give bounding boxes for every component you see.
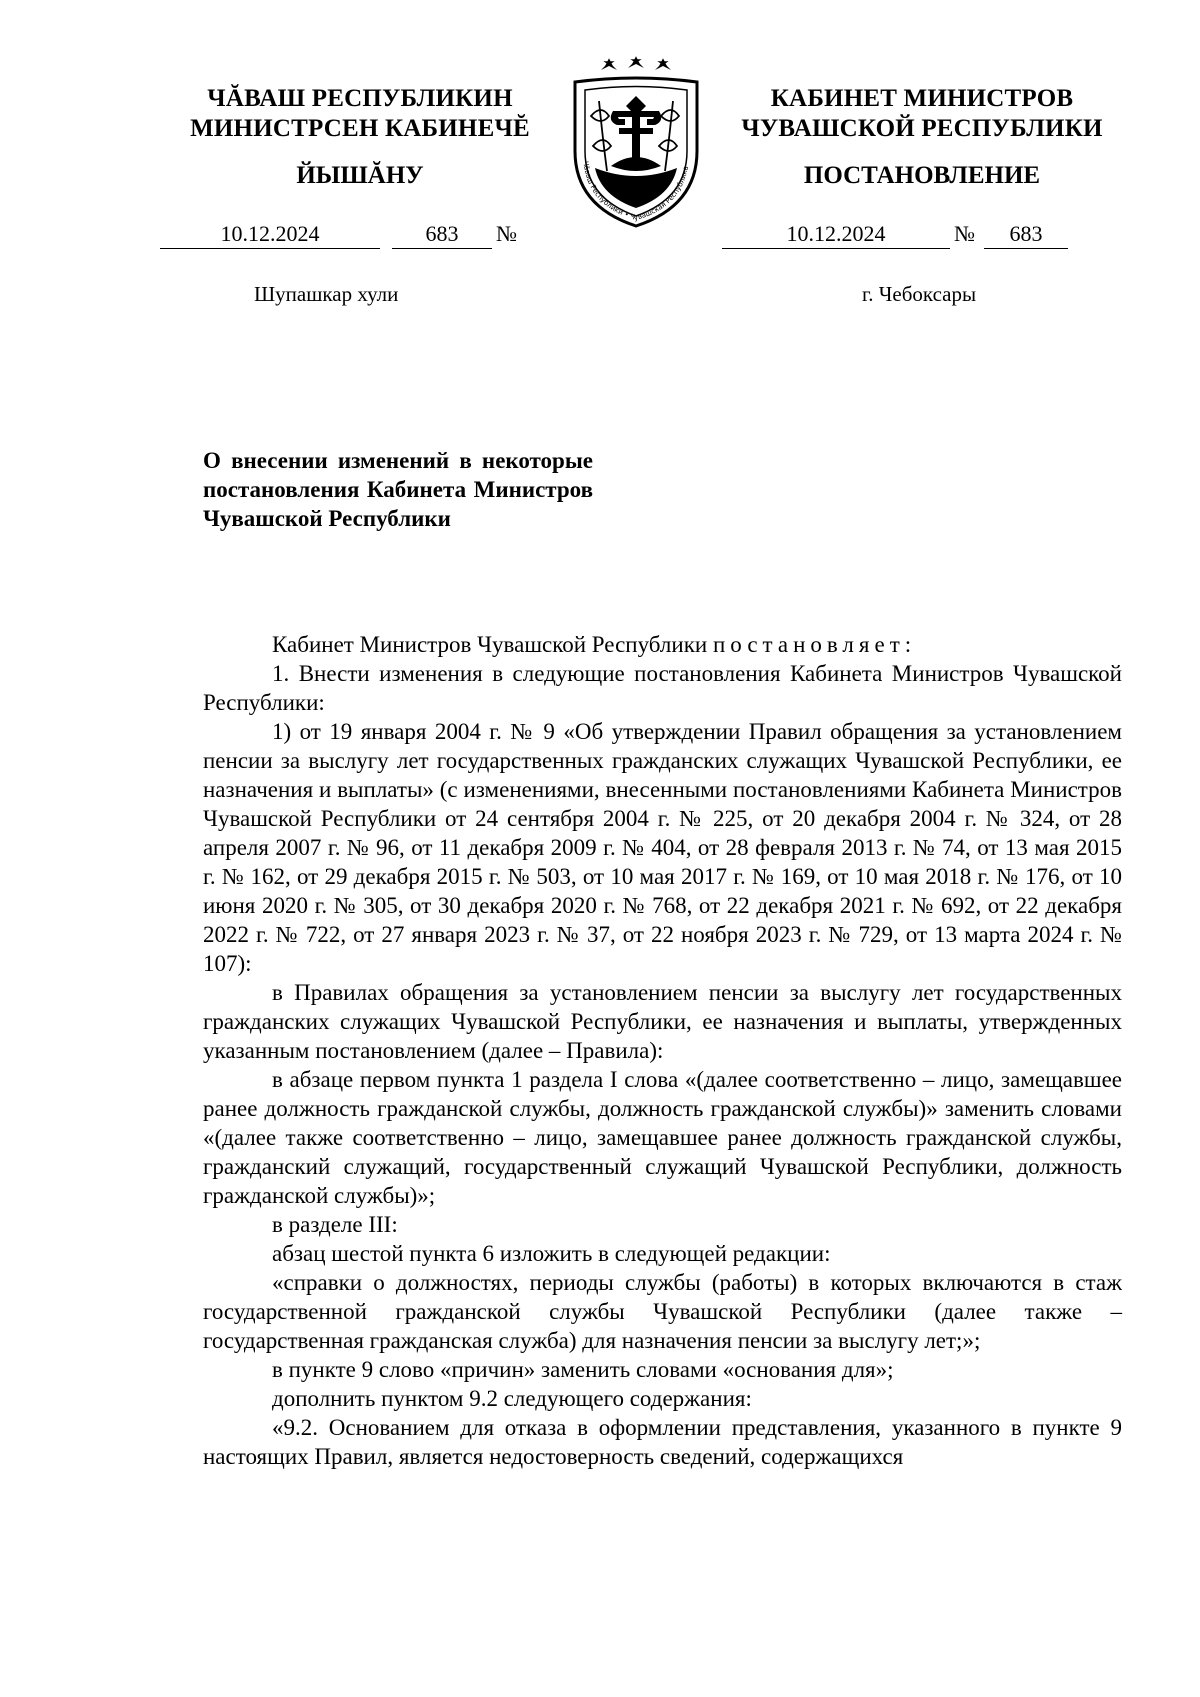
registration-left-date: 10.12.2024 [160,220,380,249]
emblem-ring-text: Чăваш Республики • Чувашская Республика [581,160,690,223]
body-paragraph: 1) от 19 января 2004 г. № 9 «Об утверждении Правил обращения за установлением пенсии за выслугу лет государственных гражданских служащих Чувашской Республики, ее назначения и выплаты» (с изменениями, внесенными постановлениями Кабинета Министров Чувашской Республики от 24 сентября 2004 г. № 225, от 20 декабря 2004 г. № 324, от 28 апреля 2007 г. № 96, от 11 декабря 2009 г. № 404, от 28 февраля 2013 г. № 74, от 13 мая 2015 г. № 162, от 29 декабря 2015 г. № 503, от 10 мая 2017 г. № 169, от 10 мая 2018 г. № 176, от 10 июня 2020 г. № 305, от 30 декабря 2020 г. № 768, от 22 декабря 2021 г. № 692, от 22 декабря 2022 г. № 722, от 27 января 2023 г. № 37, от 22 ноября 2023 г. № 729, от 13 марта 2024 г. № 107): [203,719,1122,976]
header-right-line2: ЧУВАШСКОЙ РЕСПУБЛИКИ [741,115,1103,142]
registration-left [160,220,560,250]
header-right-line1: КАБИНЕТ МИНИСТРОВ [770,85,1074,112]
body-paragraph: в пункте 9 слово «причин» заменить словами «основания для»; [272,1357,894,1382]
place-left: Шупашкар хули [254,282,399,306]
place-right: г. Чебоксары [862,282,977,306]
body-paragraph: «9.2. Основанием для отказа в оформлении представления, указанного в пункте 9 настоящих Правил, является недостоверность сведений, содержащихся [203,1415,1122,1469]
intro-resolves: постановляет: [712,632,917,657]
registration-left-number-sign: № [496,221,517,246]
registration-right-date: 10.12.2024 [722,220,950,249]
document-title: О внесении изменений в некоторые постановления Кабинета Министров Чувашской Республики [203,448,593,531]
registration-right-number: 683 [984,220,1068,249]
body-paragraph: в Правилах обращения за установлением пенсии за выслугу лет государственных гражданских служащих Чувашской Республики, ее назначения и выплаты, утвержденных указанным постановлением (далее – Правила): [203,980,1122,1063]
intro-paragraph [203,630,1122,659]
body-paragraph: в разделе III: [272,1212,398,1237]
doc-type-right: ПОСТАНОВЛЕНИЕ [803,162,1041,189]
registration-right [722,220,1122,250]
coat-of-arms-icon [561,56,711,231]
header-right [722,84,1122,144]
body-paragraph: в абзаце первом пункта 1 раздела I слова «(далее соответственно – лицо, замещавшее ранее должность гражданской службы, должность гражданской службы)» заменить словами «(далее также соответственно – лицо, замещавшее ранее должность гражданской службы, гражданский служащий, государственный служащий Чувашской Республики, должность гражданской службы)»; [203,1067,1122,1208]
header-left-line1: ЧĂВАШ РЕСПУБЛИКИН [207,85,513,112]
body-paragraph: абзац шестой пункта 6 изложить в следующей редакции: [272,1241,831,1266]
header-left-line2: МИНИСТРСЕН КАБИНЕЧĔ [190,115,530,142]
intro-prefix: Кабинет Министров Чувашской Республики [272,632,713,657]
registration-right-number-sign: № [954,221,975,246]
doc-type-left: ЙЫШĂНУ [296,162,424,189]
body-paragraph: дополнить пунктом 9.2 следующего содержания: [272,1386,752,1411]
registration-left-number: 683 [392,220,492,249]
document-body [203,630,1122,1471]
body-paragraph: «справки о должностях, периоды службы (работы) в которых включаются в стаж государственной гражданской службы Чувашской Республики (далее также – государственная гражданская служба) для назначения пенсии за выслугу лет;»; [203,1270,1122,1353]
header-left [160,84,560,144]
body-paragraph: 1. Внести изменения в следующие постановления Кабинета Министров Чувашской Республики: [203,661,1122,715]
